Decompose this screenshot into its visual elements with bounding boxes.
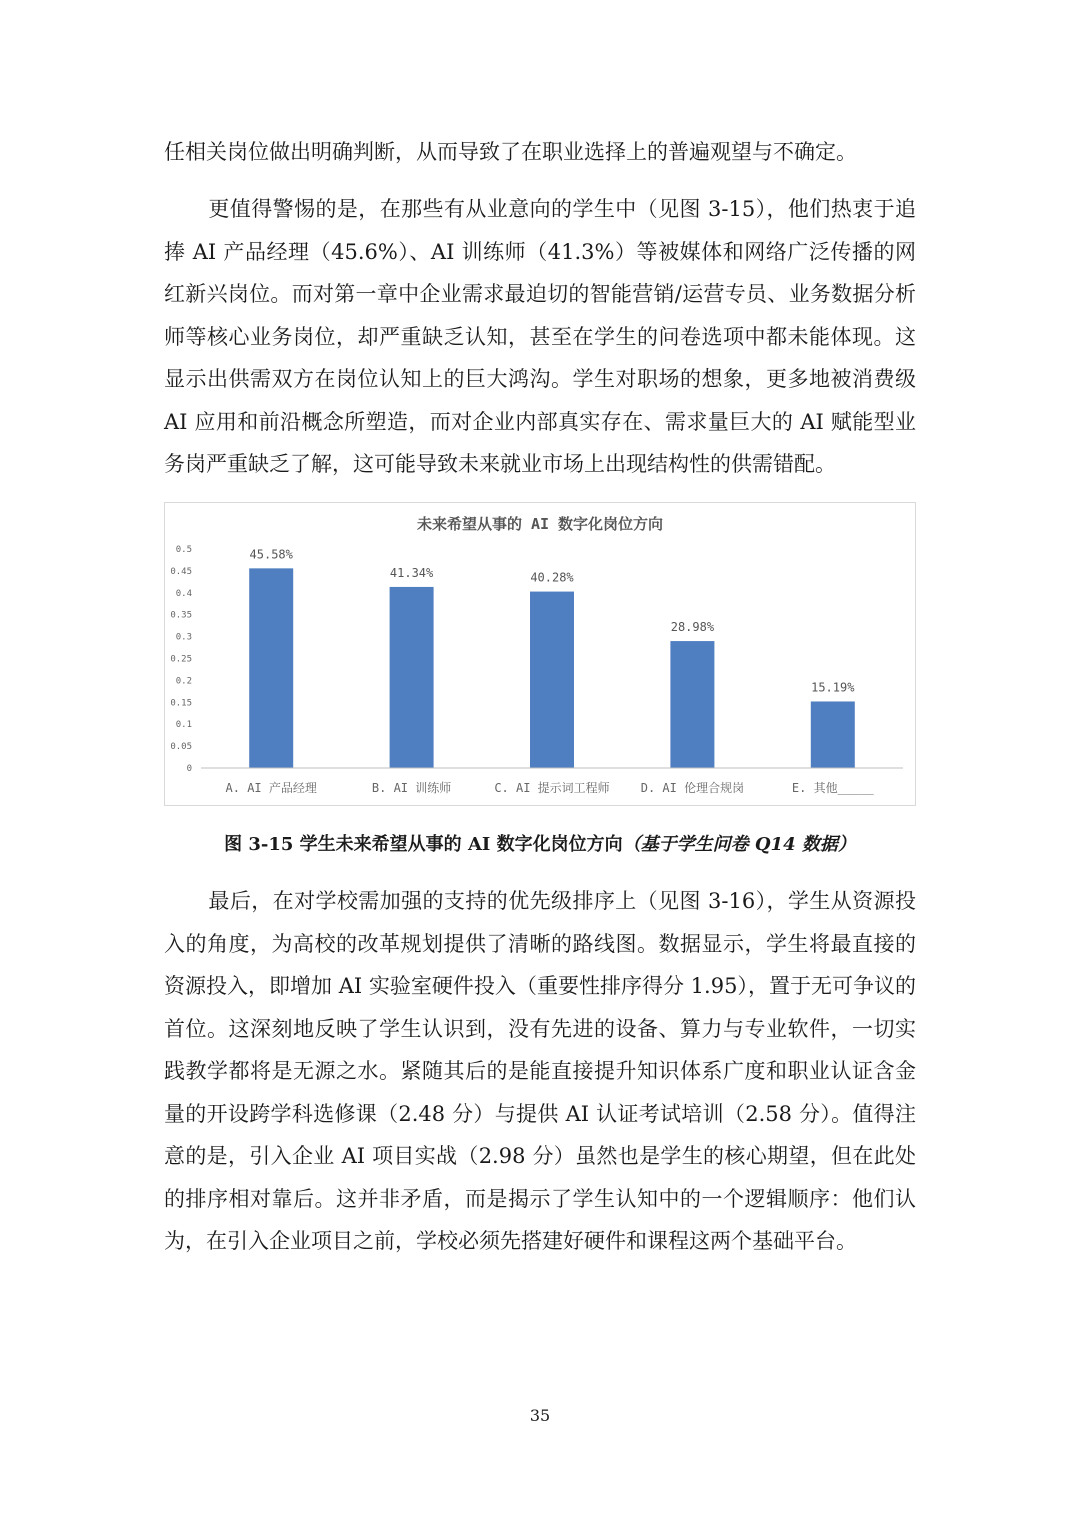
y-tick-label: 0 <box>186 764 192 774</box>
figure-caption <box>0 830 1080 856</box>
x-tick-label-0: A. AI 产品经理 <box>225 781 317 795</box>
paragraph-3-text: 最后，在对学校需加强的支持的优先级排序上（见图 3-16），学生从资源投入的角度，为高校的改革规划提供了清晰的路线图。数据显示，学生将最直接的资源投入，即增加 AI 实验室硬件投入（重要性排序得分 1.95），置于无可争议的首位。这深刻地反映了学生认识到，没有先进的设备、算力与专业软件，一切实践教学都将是无源之水。紧随其后的是能直接提升知识体系广度和职业认证含金量的开设跨学科选修课（2.48 分）与提供 AI 认证考试培训（2.58 分）。值得注意的是，引入企业 AI 项目实战（2.98 分）虽然也是学生的核心期望，但在此处的排序相对靠后。这并非矛盾，而是揭示了学生认知中的一个逻辑顺序：他们认为，在引入企业项目之前，学校必须先搭建好硬件和课程这两个基础平台。 <box>164 889 916 1253</box>
data-label-0: 45.58% <box>249 547 293 562</box>
y-tick-label: 0.5 <box>175 545 192 555</box>
chart-title: 未来希望从事的 AI 数字化岗位方向 <box>416 515 664 533</box>
bars-group <box>249 565 855 768</box>
bar-2 <box>530 592 574 768</box>
x-tick-label-4: E. 其他_____ <box>791 781 874 795</box>
data-label-1: 41.34% <box>389 565 434 580</box>
y-axis <box>170 545 192 774</box>
bar-0 <box>249 568 293 768</box>
paragraph-1-text: 任相关岗位做出明确判断，从而导致了在职业选择上的普遍观望与不确定。 <box>164 140 857 164</box>
paragraph-2 <box>164 188 916 486</box>
y-tick-label: 0.1 <box>175 720 192 731</box>
y-tick-label: 0.05 <box>170 742 192 753</box>
caption-note: （基于学生问卷 Q14 数据） <box>622 834 856 855</box>
y-tick-label: 0.2 <box>175 676 192 687</box>
x-tick-label-2: C. AI 提示词工程师 <box>494 781 610 795</box>
bar-3 <box>670 641 714 768</box>
bar-chart <box>165 503 915 805</box>
paragraph-3 <box>164 880 916 1263</box>
paragraph-2-text: 更值得警惕的是，在那些有从业意向的学生中（见图 3-15），他们热衷于追捧 AI 产品经理（45.6%）、AI 训练师（41.3%）等被媒体和网络广泛传播的网红新兴岗位。而对第一章中企业需求最迫切的智能营销/运营专员、业务数据分析师等核心业务岗位，却严重缺乏认知，甚至在学生的问卷选项中都未能体现。这显示出供需双方在岗位认知上的巨大鸿沟。学生对职场的想象，更多地被消费级 AI 应用和前沿概念所塑造，而对企业内部真实存在、需求量巨大的 AI 赋能型业务岗严重缺乏了解，这可能导致未来就业市场上出现结构性的供需错配。 <box>164 197 916 476</box>
chart-figure <box>164 502 916 806</box>
y-tick-label: 0.35 <box>170 610 192 621</box>
bar-1 <box>390 587 434 768</box>
paragraph-1 <box>164 131 916 174</box>
x-tick-label-3: D. AI 伦理合规岗 <box>640 781 745 795</box>
y-tick-label: 0.15 <box>170 698 192 709</box>
y-tick-label: 0.45 <box>170 566 192 577</box>
page-number: 35 <box>529 1406 551 1425</box>
bar-4 <box>811 701 855 768</box>
caption-main: 图 3-15 学生未来希望从事的 AI 数字化岗位方向 <box>224 834 623 855</box>
x-axis <box>201 768 903 795</box>
data-label-4: 15.19% <box>811 680 855 695</box>
y-tick-label: 0.4 <box>175 588 192 599</box>
y-tick-label: 0.3 <box>175 632 192 643</box>
data-label-3: 28.98% <box>670 620 715 635</box>
y-tick-label: 0.25 <box>170 654 192 665</box>
x-tick-label-1: B. AI 训练师 <box>371 781 452 795</box>
data-label-2: 40.28% <box>530 570 574 585</box>
